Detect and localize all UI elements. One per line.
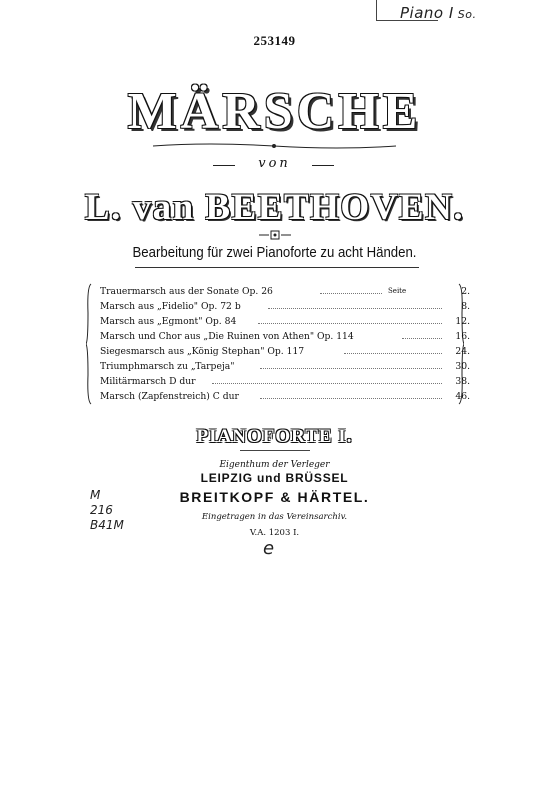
handwritten-part-note — [400, 4, 477, 22]
leader-dots — [212, 383, 442, 384]
page-number: 12. — [455, 316, 470, 327]
list-item — [100, 346, 470, 357]
page-number: 30. — [455, 361, 470, 372]
handwritten-cut-text: So. — [457, 8, 477, 21]
composer-name: L. van BEETHOVEN. — [84, 187, 465, 228]
march-title: Siegesmarsch aus „König Stephan" Op. 117 — [100, 346, 305, 357]
catalog-number: 253149 — [253, 33, 296, 48]
list-item — [100, 391, 470, 402]
page-number: 16. — [455, 331, 470, 342]
pencil-bracket-vertical — [376, 0, 377, 20]
registration-note: Eingetragen in das Vereinsarchiv. — [201, 512, 348, 522]
page-number: 2. — [461, 286, 470, 297]
page-label: Seite — [388, 287, 407, 295]
publisher-name: BREITKOPF & HÄRTEL. — [179, 489, 370, 505]
handwritten-mark: e — [263, 538, 275, 559]
ownership-note: Eigenthum der Verleger — [219, 460, 330, 470]
march-title: Trauermarsch aus der Sonate Op. 26 — [100, 286, 273, 297]
subtitle-underline — [135, 267, 419, 268]
page-number: 8. — [461, 301, 470, 312]
left-brace-icon — [86, 283, 92, 405]
by-label: von — [258, 156, 291, 171]
leader-dots — [260, 368, 442, 369]
plate-number: V.A. 1203 I. — [249, 528, 300, 538]
call-number-line: 216 — [90, 503, 113, 517]
part-rule — [240, 450, 310, 451]
march-title: Triumphmarsch zu „Tarpeja" — [100, 361, 235, 372]
march-title: Marsch aus „Fidelio" Op. 72 b — [100, 301, 241, 312]
leader-dots — [402, 338, 442, 339]
list-item — [100, 301, 470, 312]
list-item — [100, 376, 470, 387]
von-rule-right — [312, 165, 334, 166]
leader-dots — [260, 398, 442, 399]
contents-list — [86, 283, 470, 413]
leader-dots — [268, 308, 442, 309]
ornament-icon — [257, 230, 293, 240]
page-number: 46. — [455, 391, 470, 402]
page-number: 24. — [455, 346, 470, 357]
page-title: MÄRSCHE — [127, 83, 422, 140]
part-title: PIANOFORTE I. — [196, 426, 353, 447]
subtitle: Bearbeitung für zwei Pianoforte zu acht Händen. — [132, 244, 417, 261]
call-number-line: B41M — [90, 518, 124, 532]
march-title: Marsch aus „Egmont" Op. 84 — [100, 316, 237, 327]
list-item — [100, 286, 470, 297]
title-flourish-icon — [148, 142, 401, 150]
leader-dots — [258, 323, 442, 324]
leader-dots — [320, 293, 382, 294]
march-title: Marsch und Chor aus „Die Ruinen von Athen" Op. 114 — [100, 331, 354, 342]
march-title: Marsch (Zapfenstreich) C dur — [100, 391, 239, 402]
page-number: 38. — [455, 376, 470, 387]
publisher-cities: LEIPZIG und BRÜSSEL — [200, 471, 349, 485]
march-title: Militärmarsch D dur — [100, 376, 196, 387]
leader-dots — [344, 353, 442, 354]
list-item — [100, 331, 470, 342]
call-number-line: M — [90, 488, 101, 502]
handwritten-part-text: Piano I — [400, 4, 454, 22]
list-item — [100, 361, 470, 372]
list-item — [100, 316, 470, 327]
